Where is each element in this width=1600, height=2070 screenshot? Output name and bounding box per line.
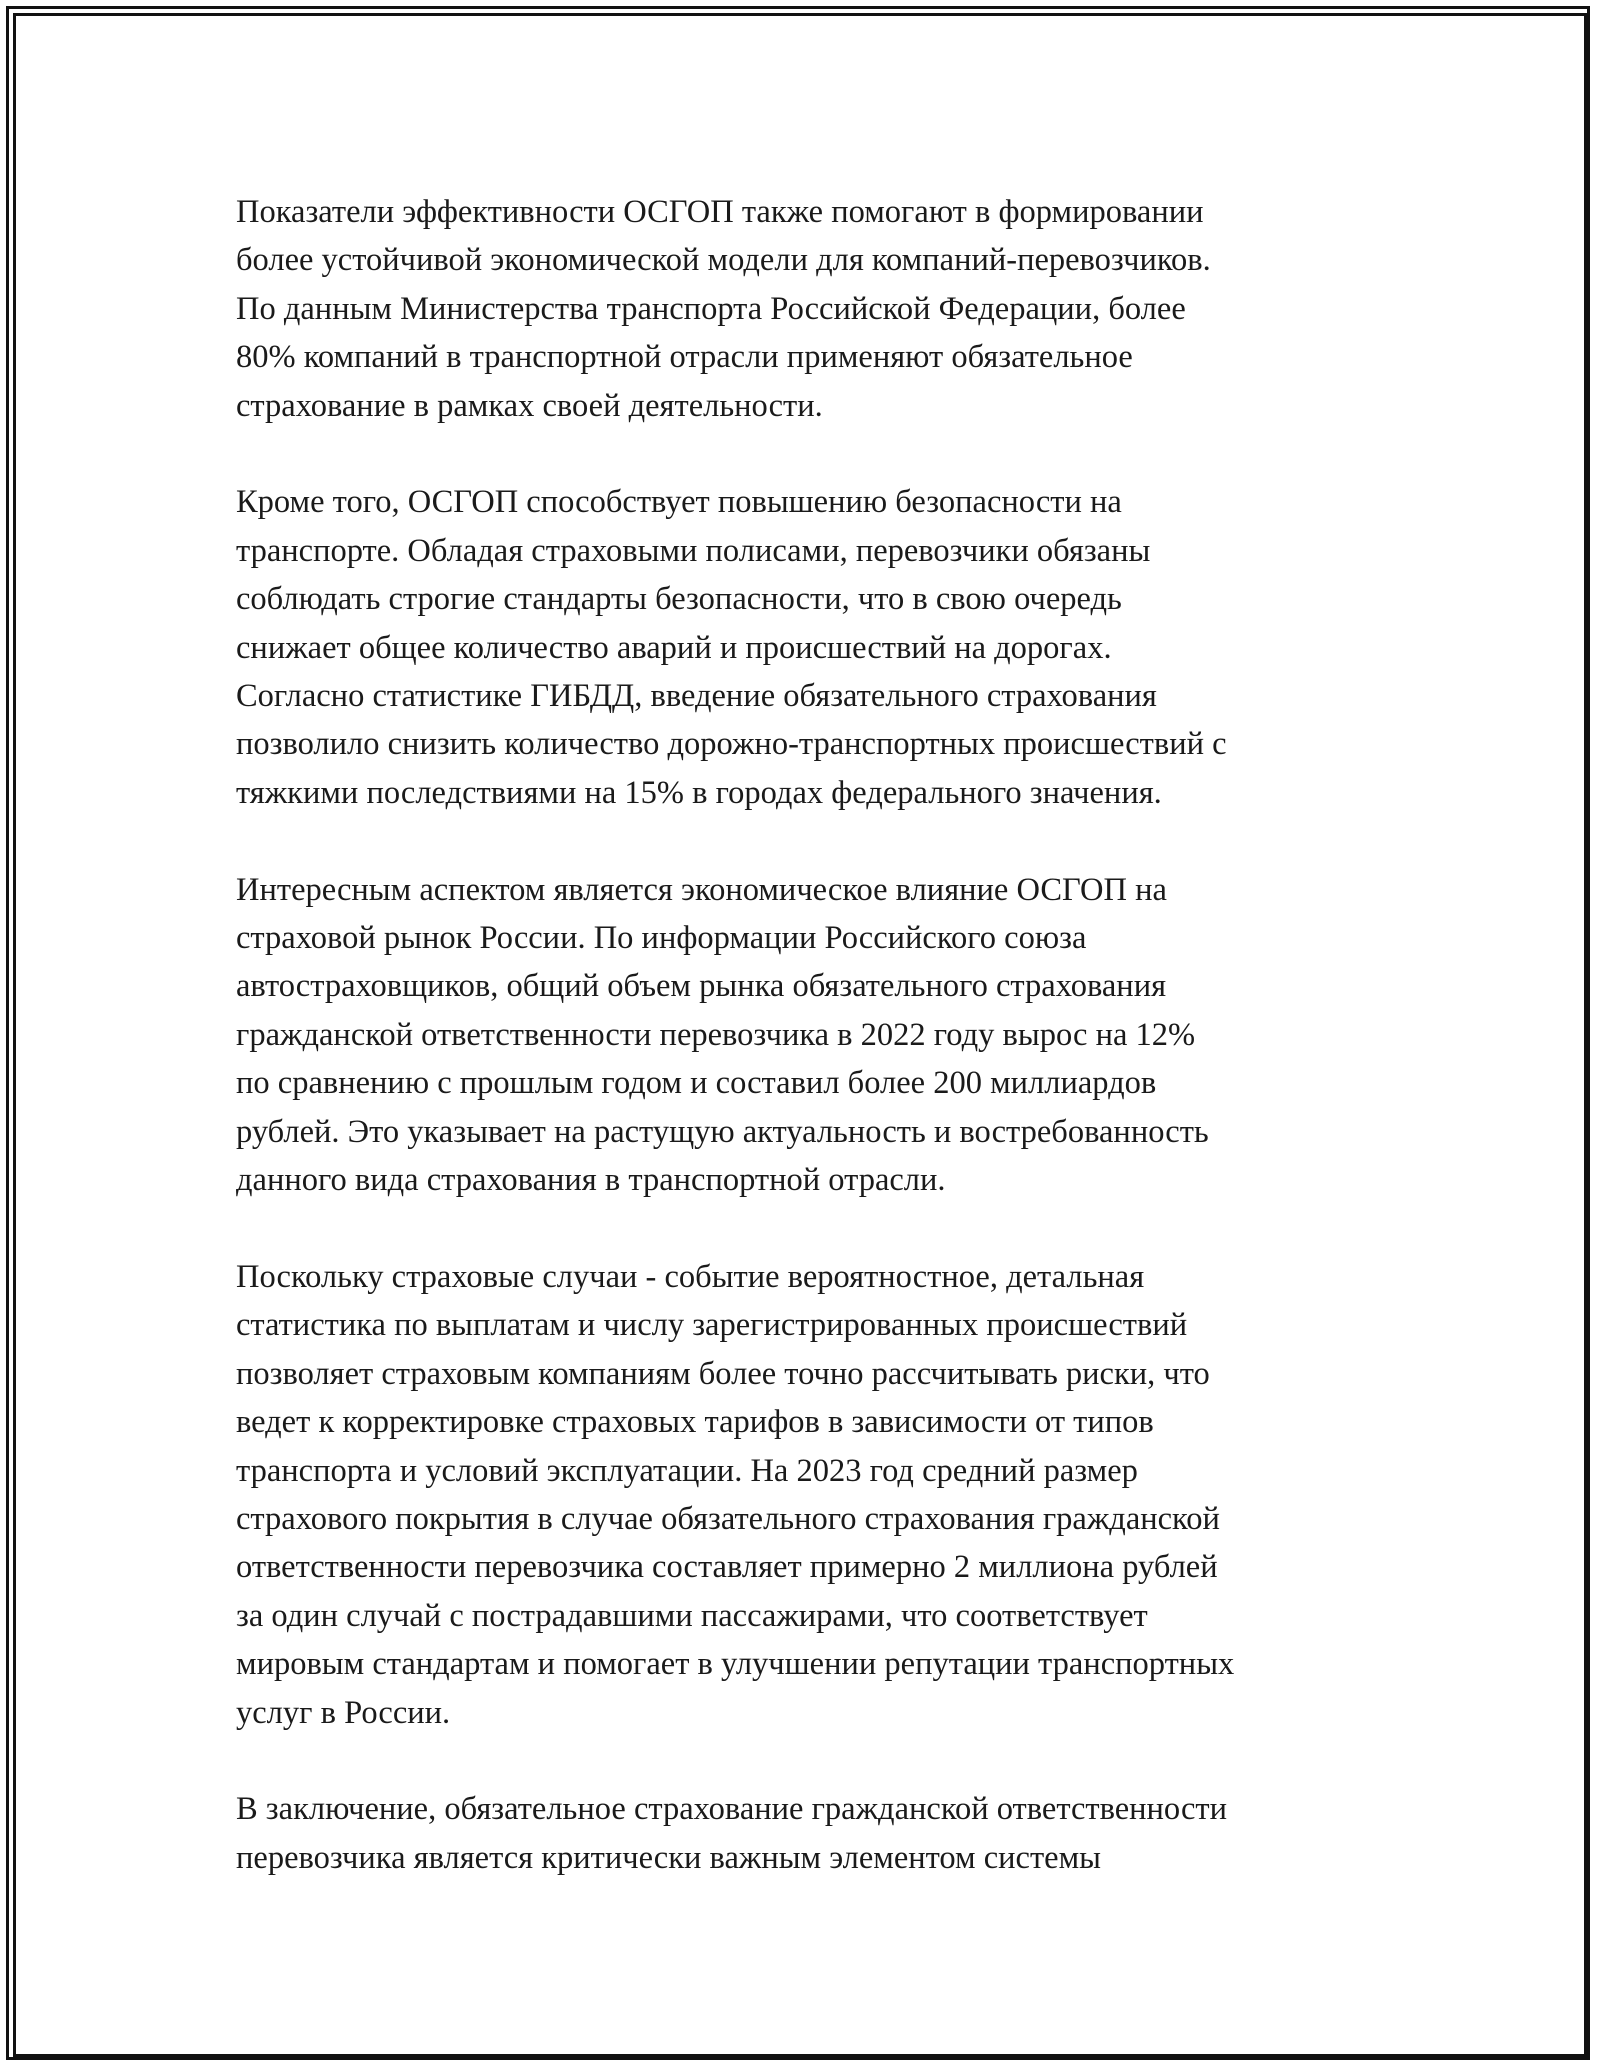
text-line: позволяет страховым компаниям более точно рассчитывать риски, что [236,1355,1210,1392]
text-line: тяжкими последствиями на 15% в городах федерального значения. [236,774,1162,811]
paragraph-2 [236,478,1376,817]
text-line: гражданской ответственности перевозчика в 2022 году вырос на 12% [236,1016,1196,1053]
text-line: услуг в России. [236,1694,451,1731]
text-line: снижает общее количество аварий и происшествий на дорогах. [236,629,1112,666]
text-line: более устойчивой экономической модели для компаний-перевозчиков. [236,242,1211,279]
text-line: по сравнению с прошлым годом и составил более 200 миллиардов [236,1065,1157,1102]
text-line: Интересным аспектом является экономическое влияние ОСГОП на [236,871,1167,908]
text-line: По данным Министерства транспорта Российской Федерации, более [236,290,1186,327]
paragraph-4 [236,1253,1376,1737]
text-line: Поскольку страховые случаи - событие вероятностное, детальная [236,1258,1145,1295]
text-line: страхование в рамках своей деятельности. [236,387,823,424]
text-line: 80% компаний в транспортной отрасли применяют обязательное [236,339,1133,376]
text-line: Кроме того, ОСГОП способствует повышению безопасности на [236,484,1122,521]
paragraph-5 [236,1785,1376,1882]
text-line: перевозчика является критически важным элементом системы [236,1839,1102,1876]
text-line: транспорте. Обладая страховыми полисами, перевозчики обязаны [236,532,1151,569]
text-line: ответственности перевозчика составляет примерно 2 миллиона рублей [236,1549,1218,1586]
text-line: страховой рынок России. По информации Российского союза [236,920,1087,957]
text-line: рублей. Это указывает на растущую актуальность и востребованность [236,1113,1209,1150]
text-line: статистика по выплатам и числу зарегистрированных происшествий [236,1307,1188,1344]
document-body [236,188,1376,1931]
text-line: ведет к корректировке страховых тарифов в зависимости от типов [236,1404,1154,1441]
text-line: транспорта и условий эксплуатации. На 2023 год средний размер [236,1452,1138,1489]
text-line: соблюдать строгие стандарты безопасности, что в свою очередь [236,581,1122,618]
text-line: автостраховщиков, общий объем рынка обязательного страхования [236,968,1167,1005]
text-line: В заключение, обязательное страхование гражданской ответственности [236,1791,1228,1828]
text-line: позволило снизить количество дорожно-транспортных происшествий с [236,726,1227,763]
text-line: Показатели эффективности ОСГОП также помогают в формировании [236,194,1204,230]
paragraph-3 [236,866,1376,1205]
text-line: Согласно статистике ГИБДД, введение обязательного страхования [236,678,1157,715]
text-line: за один случай с пострадавшими пассажирами, что соответствует [236,1597,1148,1634]
text-line: страхового покрытия в случае обязательного страхования гражданской [236,1500,1220,1537]
text-line: мировым стандартам и помогает в улучшении репутации транспортных [236,1646,1235,1683]
text-line: данного вида страхования в транспортной отрасли. [236,1162,946,1199]
paragraph-1 [236,188,1376,430]
